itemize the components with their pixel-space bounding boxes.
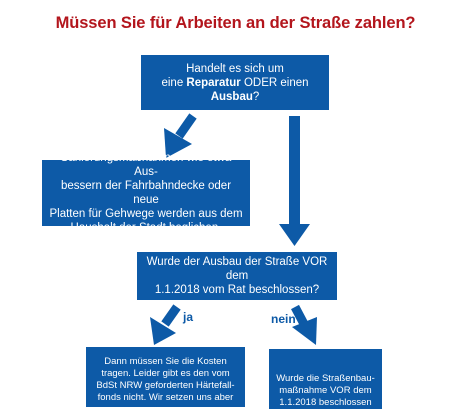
ja-line-4: fonds nicht. Wir setzen uns aber bbox=[97, 392, 234, 403]
page-title: Müssen Sie für Arbeiten an der Straße zahlen? bbox=[55, 14, 416, 32]
arrow-nein bbox=[292, 307, 317, 345]
nein-line-3: 1.1.2018 beschlossen bbox=[279, 397, 372, 408]
ja-line-1: Dann müssen Sie die Kosten bbox=[104, 356, 227, 367]
note-line-2: bessern der Fahrbahndecke oder neue bbox=[60, 180, 232, 206]
question-2-line-2: 1.1.2018 vom Rat beschlossen? bbox=[154, 284, 320, 296]
question-1-pre: eine bbox=[161, 76, 187, 89]
question-council-decision-box bbox=[137, 252, 337, 300]
question-1-line-1: Handelt es sich um bbox=[186, 62, 284, 75]
answer-nein-box bbox=[269, 349, 382, 409]
label-nein: nein bbox=[271, 312, 296, 326]
question-1-post: ? bbox=[252, 90, 260, 103]
answer-ja-box bbox=[86, 347, 245, 407]
label-ja: ja bbox=[183, 310, 194, 324]
renovation-note-box bbox=[42, 152, 250, 234]
arrow-to-question-2 bbox=[279, 116, 310, 246]
note-line-1: Sanierungsmaßnahmen wie etwa Aus- bbox=[60, 152, 232, 178]
ja-line-3: BdSt NRW geforderten Härtefall- bbox=[96, 380, 235, 391]
question-2-line-1: Wurde der Ausbau der Straße VOR dem bbox=[146, 256, 328, 282]
ja-line-2: tragen. Leider gibt es den vom bbox=[101, 368, 230, 379]
nein-line-1: Wurde die Straßenbau- bbox=[276, 373, 375, 384]
question-1-mid: ODER einen bbox=[240, 76, 309, 89]
note-line-3: Platten für Gehwege werden aus dem bbox=[49, 208, 243, 220]
question-1-repair: Reparatur bbox=[186, 76, 241, 89]
nein-line-2: maßnahme VOR dem bbox=[279, 385, 372, 396]
question-1-expansion: Ausbau bbox=[210, 90, 253, 103]
arrow-ja bbox=[150, 307, 177, 345]
question-repair-or-expansion-box bbox=[141, 55, 329, 110]
note-line-4: Haushalt der Stadt beglichen. bbox=[70, 222, 222, 234]
